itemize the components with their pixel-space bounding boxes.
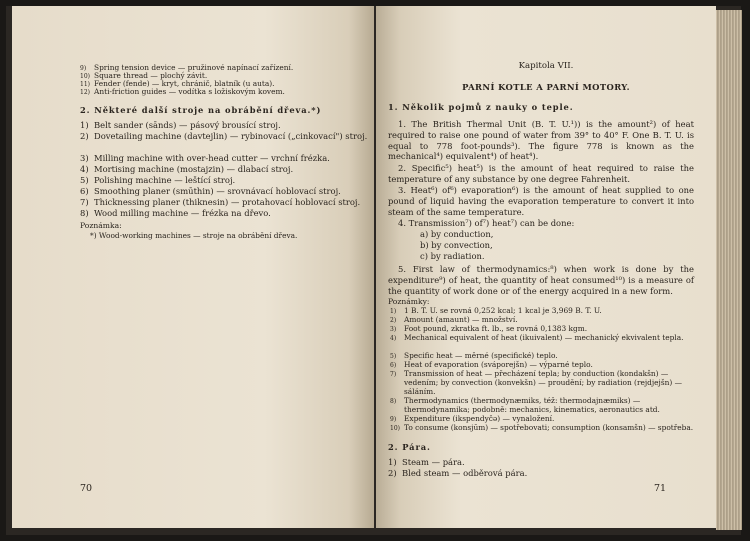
item-text: Thicknessing planer (thiknesin) — protahovací hoblovací stroj. [94, 197, 361, 207]
item-text: Polishing machine — leštící stroj. [94, 175, 236, 185]
note-item [390, 370, 704, 396]
chapter-title: PARNÍ KOTLE A PARNÍ MOTORY. [462, 82, 630, 92]
note-item [390, 334, 704, 343]
footnote-number: 11) [80, 81, 90, 88]
list-item [80, 131, 374, 142]
paragraph-1: 1. The British Thermal Unit (B. T. U.¹)) is the amount²) of heat required to raise one pound of water from 39° to 40° F. One B. T. U. is equal to 778 foot-pounds³). The figure 778 is known as the mechanical⁴) equivalent⁴) of heat⁴). [388, 119, 694, 162]
paragraph-5: 5. First law of thermodynamics:⁸) when work is done by the expenditure⁹) of heat, the quantity of heat consumed¹⁰) is a measure of the quantity of work done or of the energy acquired in a new form. [388, 264, 694, 296]
item-text: Bled steam — odběrová pára. [402, 468, 528, 478]
paragraph-4: 4. Transmission⁷) of⁷) heat⁷) can be done: [398, 218, 575, 228]
footnote-number: 12) [80, 89, 90, 96]
list-item [388, 468, 527, 479]
note-number: 8) [390, 398, 397, 405]
item-number: 5) [80, 175, 89, 185]
note-text: Mechanical equivalent of heat (ikuivalent) — mechanický ekvivalent tepla. [404, 333, 684, 342]
list-item [80, 197, 374, 208]
item-text: Wood milling machine — frézka na dřevo. [94, 208, 271, 218]
item-number: 4) [80, 164, 89, 174]
list-item [80, 186, 374, 197]
item-number: 8) [80, 208, 89, 218]
note-text: Expenditure (ikspendyčə) — vynaložení. [404, 414, 555, 423]
note-number: 2) [390, 317, 397, 324]
note-number: 3) [390, 326, 397, 333]
page-number: 70 [80, 483, 93, 494]
item-text: Belt sander (sānds) — pásový brousící stroj. [94, 120, 281, 130]
list-item: c) by radiation. [420, 251, 485, 261]
list-item [80, 153, 374, 164]
footnote-text: Anti-friction guides — vodítka s ložiskovým kovem. [94, 87, 285, 96]
footnote-12 [80, 88, 285, 97]
list-item [80, 208, 374, 219]
list-item: a) by conduction, [420, 229, 494, 239]
note-number: 4) [390, 335, 397, 342]
footnote-text: Fender (fende) — kryt, chránič, blatník (u auta). [94, 79, 275, 88]
footnote-number: 9) [80, 65, 87, 72]
note-number: 10) [390, 425, 400, 432]
item-number: 3) [80, 153, 89, 163]
item-text: Smoothing planer (smūthin) — srovnávací hoblovací stroj. [94, 186, 341, 196]
list-item [80, 175, 374, 186]
note-text: Thermodynamics (thermodynæmiks, též: thermodajnæmiks) — thermodynamika; podobně: mechanics, kinematics, aeronautics atd. [404, 396, 660, 415]
note-number: 7) [390, 371, 397, 378]
footnote-number: 10) [80, 73, 90, 80]
item-text: Mortising machine (mostajzin) — dlabací stroj. [94, 164, 294, 174]
right-page [376, 6, 716, 528]
section-title: 1. Několik pojmů z nauky o teple. [388, 102, 574, 112]
item-number: 7) [80, 197, 89, 207]
note-item [390, 397, 704, 415]
page-number: 71 [654, 483, 667, 494]
note-text: 1 B. T. U. se rovná 0,252 kcal; 1 kcal je 3,969 B. T. U. [404, 306, 602, 315]
note-text: F͏oot pound, zkratka ft. lb., se rovná 0,1383 kgm. [404, 324, 588, 333]
notes-label: Poznámky: [388, 297, 430, 306]
open-book [6, 6, 741, 535]
item-number: 1) [388, 457, 397, 467]
note: *) Wood-working machines — stroje na obrábění dřeva. [90, 231, 298, 240]
notes-label: Poznámka: [80, 221, 122, 230]
note-number: 1) [390, 308, 397, 315]
item-number: 2) [388, 468, 397, 478]
note-number: 9) [390, 416, 397, 423]
footnote-text: Square thread — plochý závit. [94, 71, 208, 80]
paragraph-2: 2. Specific⁵) heat⁵) is the amount of heat required to raise the temperature of any substance by one degree Fahrenheit. [388, 163, 694, 184]
item-text: Steam — pára. [402, 457, 465, 467]
note-text: Specific heat — měrné (specifické) teplo. [404, 351, 558, 360]
footnote-text: Spring tension device — pružinové napínací zařízení. [94, 63, 294, 72]
paragraph-3: 3. Heat⁶) of⁶) evaporation⁶) is the amount of heat supplied to one pound of liquid having the evaporation temperature to convert it into steam of the same temperature. [388, 185, 694, 217]
item-text: Dovetailing machine (davtejlin) — rybinovací („cinkovací") stroj. [94, 131, 368, 141]
note-text: Heat of evaporation (sváporejšn) — výparné teplo. [404, 360, 593, 369]
item-number: 6) [80, 186, 89, 196]
note-text: Transmission of heat — přecházení tepla; by conduction (kondakšn) — vedením; by convection (konvekšn) — proudění; by radiation (rejdjejšn) — sáláním. [404, 369, 683, 396]
note-text: Amount (amaunt) — množství. [404, 315, 518, 324]
item-text: Milling machine with over-head cutter — vrchní frézka. [94, 153, 330, 163]
note-number: 6) [390, 362, 397, 369]
page-edges [716, 10, 742, 530]
chapter-label: Kapitola VII. [518, 61, 574, 71]
list-item [80, 120, 374, 131]
list-item [388, 457, 465, 468]
item-number: 2) [80, 131, 89, 141]
item-number: 1) [80, 120, 89, 130]
left-page [12, 6, 374, 528]
list-item [80, 164, 374, 175]
section-title: 2. Některé další stroje na obrábění dřeva.*) [80, 105, 322, 115]
list-item: b) by convection, [420, 240, 493, 250]
note-text: To consume (konsjūm) — spotřebovati; consumption (konsamšn) — spotřeba. [404, 423, 694, 432]
section-title: 2. Pára. [388, 442, 431, 452]
note-item [390, 424, 704, 433]
note-number: 5) [390, 353, 397, 360]
